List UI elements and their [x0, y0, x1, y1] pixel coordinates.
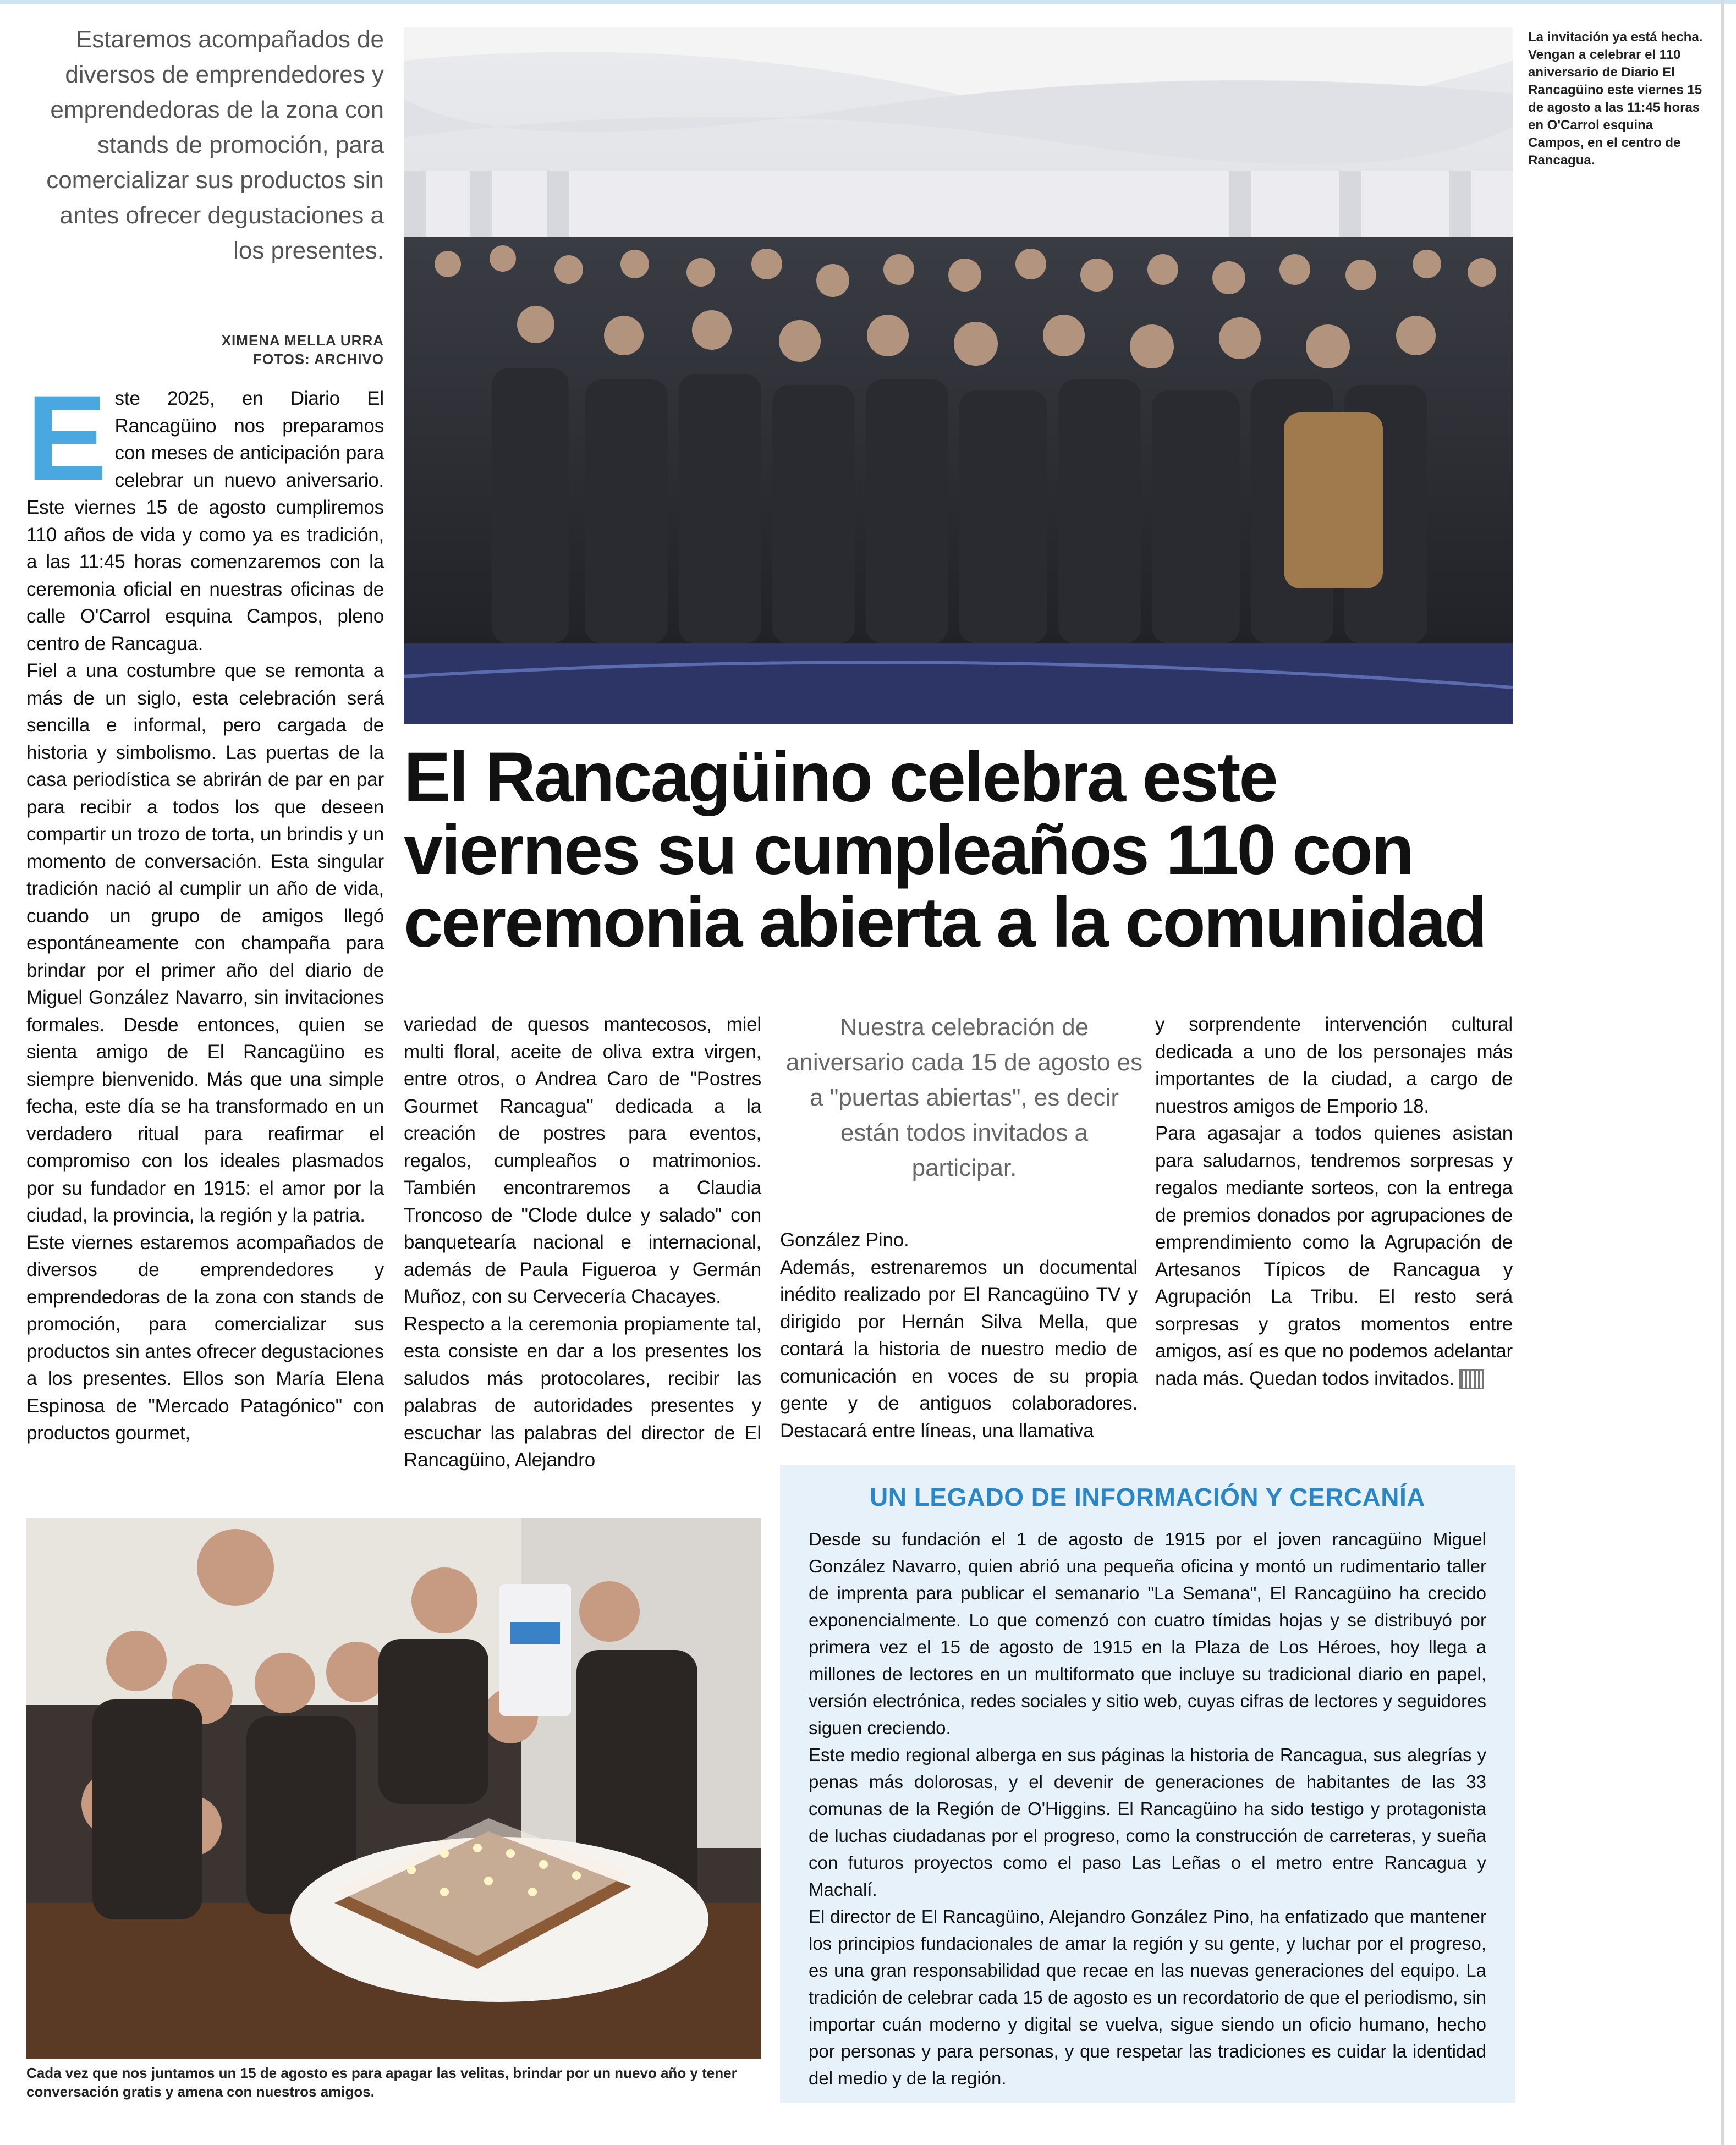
paragraph: González Pino. — [780, 1229, 909, 1251]
paragraph: Fiel a una costumbre que se remonta a más de un siglo, esta celebración será sencilla e informal, pero cargada de historia y simbolismo. Las puertas de la casa periodística se abrirán de par en par para recibir a todos los que deseen compartir un trozo de torta, un brindis y un momento de conversación. Esta singular tradición nació al cumplir un año de vida, cuando un grupo de amigos llegó espontáneamente con champaña para brindar por el primer año del diario de Miguel González Navarro, sin invitaciones formales. Desde entonces, quien se sienta amigo de El Rancagüino es siempre bienvenido. Más que una simple fecha, este día se ha transformado en un verdadero ritual para reafirmar el compromiso con los ideales plasmados por su fundador en 1915: el amor por la ciudad, la provincia, la región y la patria. — [26, 660, 384, 1226]
sidebar-text — [809, 1526, 1486, 2092]
paragraph: variedad de quesos mantecosos, miel multi floral, aceite de oliva extra virgen, entre otros, o Andrea Caro de "Postres Gourmet Rancagua" dedicada a la creación de postres para eventos, regalos, cumpleaños o matrimonios. También encontraremos a Claudia Troncoso de "Clode dulce y salado" con banquetearía nacional e internacional, además de Paula Figueroa y Germán Muñoz, con su Cervecería Chacayes. — [404, 1014, 761, 1307]
paragraph: Este viernes estaremos acompañados de diversos de emprendedores y emprendedoras de la zona con stands de promoción, para comercializar sus productos sin antes ofrecer degustaciones a los presentes. Ellos son María Elena Espinosa de "Mercado Patagónico" con productos gourmet, — [26, 1231, 384, 1444]
article-column-3 — [780, 1226, 1138, 1444]
paragraph: y sorprendente intervención cultural dedicada a uno de los personajes más importantes de la ciudad, a cargo de nuestros amigos de Emporio 18. — [1155, 1014, 1513, 1117]
sidebar-box — [780, 1465, 1515, 2103]
drop-cap: E — [26, 370, 107, 505]
author-credit: XIMENA MELLA URRA — [221, 332, 384, 349]
paragraph: Para agasajar a todos quienes asistan para saludarnos, tendremos sorpresas y regalos mediante sorteos, con la entrega de premios donados por agrupaciones de emprendimiento como la Agrupación de Artesanos Típicos de Rancagua y Agrupación La Tribu. El resto será sorpresas y gratos momentos entre amigos, así es que no podemos adelantar nada más. Quedan todos invitados. — [1155, 1123, 1513, 1389]
sidebar-title: UN LEGADO DE INFORMACIÓN Y CERCANÍA — [870, 1483, 1425, 1511]
cake-photo — [26, 1518, 761, 2059]
article-column-1 — [26, 370, 384, 1447]
paragraph: Además, estrenaremos un documental inédito realizado por El Rancagüino TV y dirigido por Hernán Silva Mella, que contará la historia de nuestro medio de comunicación en voces de su propia gente y de antiguos colaboradores. Destacará entre líneas, una llamativa — [780, 1256, 1138, 1442]
byline — [165, 331, 384, 369]
crowd-photo — [404, 28, 1513, 724]
headline: El Rancagüino celebra este viernes su cumpleaños 110 con ceremonia abierta a la comunidad — [404, 738, 1486, 962]
pull-quote-mid: Nuestra celebración de aniversario cada 15 de agosto es a "puertas abiertas", es decir están todos invitados a participar. — [785, 1014, 1143, 1181]
end-of-article-icon — [1459, 1370, 1484, 1389]
sidebar-paragraph: Este medio regional alberga en sus páginas la historia de Rancagua, sus alegrías y penas más dolorosas, y el devenir de generaciones de habitantes de las 33 comunas de la Región de O'Higgins. El Rancagüino ha sido testigo y protagonista de luchas ciudadanas por el progreso, como la construcción de carreteras, y sueña con futuros proyectos como el paso Las Leñas o el metro entre Rancagua y Machalí. — [809, 1745, 1486, 1900]
pull-quote-top: Estaremos acompañados de diversos de emprendedores y emprendedoras de la zona con stands de promoción, para comercializar sus productos sin antes ofrecer degustaciones a los presentes. — [46, 26, 384, 264]
top-border — [0, 0, 1736, 4]
cake-photo-image — [26, 1518, 761, 2059]
crowd-photo-image — [404, 28, 1513, 724]
lead-paragraph: Este 2025, en Diario El Rancagüino nos preparamos con meses de anticipación para celebrar un nuevo aniversario. Este viernes 15 de agosto cumpliremos 110 años de vida y como ya es tradición, a las 11:45 horas comenzaremos con la ceremonia oficial en nuestras oficinas de calle O'Carrol esquina Campos, pleno centro de Rancagua. — [26, 370, 384, 654]
article-column-4 — [1155, 1011, 1513, 1392]
sidebar-paragraph: Desde su fundación el 1 de agosto de 1915 por el joven rancagüino Miguel González Navarro, quien abrió una pequeña oficina y montó un rudimentario taller de imprenta para publicar el semanario "La Semana", El Rancagüino ha crecido exponencialmente. Lo que comenzó con cuatro tímidas hojas y se distribuyó por primera vez el 15 de agosto de 1915 en la Plaza de Los Héroes, hoy llega a millones de lectores en un multiformato que incluye su tradicional diario en papel, versión electrónica, redes sociales y sitio web, cuyas cifras de lectores y seguidores siguen creciendo. — [809, 1529, 1486, 1738]
paragraph: Respecto a la ceremonia propiamente tal, esta consiste en dar a los presentes los saludos más protocolares, recibir las palabras de autoridades presentes y escuchar las palabras del director de El Rancagüino, Alejandro — [404, 1313, 761, 1471]
sidebar-paragraph: El director de El Rancagüino, Alejandro González Pino, ha enfatizado que mantener los principios fundacionales de amar la región y su gente, y luchar por el progreso, es una gran responsabilidad que recae en las nuevas generaciones del equipo. La tradición de celebrar cada 15 de agosto es un recordatorio de que el periodismo, sin importar cuán moderno y digital se vuelva, sigue siendo un oficio humano, hecho por personas y para personas, y que respetar las tradiciones es cuidar la identidad del medio y de la región. — [809, 1906, 1486, 2088]
crowd-photo-caption: La invitación ya está hecha. Vengan a celebrar el 110 aniversario de Diario El Rancagüino este viernes 15 de agosto a las 11:45 horas en O'Carrol esquina Campos, en el centro de Rancagua. — [1528, 30, 1703, 168]
cake-photo-caption: Cada vez que nos juntamos un 15 de agosto es para apagar las velitas, brindar por un nuevo año y tener conversación gratis y amena con nuestros amigos. — [26, 2065, 737, 2100]
right-border — [1721, 0, 1724, 2145]
article-column-2 — [404, 1011, 761, 1474]
photo-credit: FOTOS: ARCHIVO — [253, 351, 384, 367]
